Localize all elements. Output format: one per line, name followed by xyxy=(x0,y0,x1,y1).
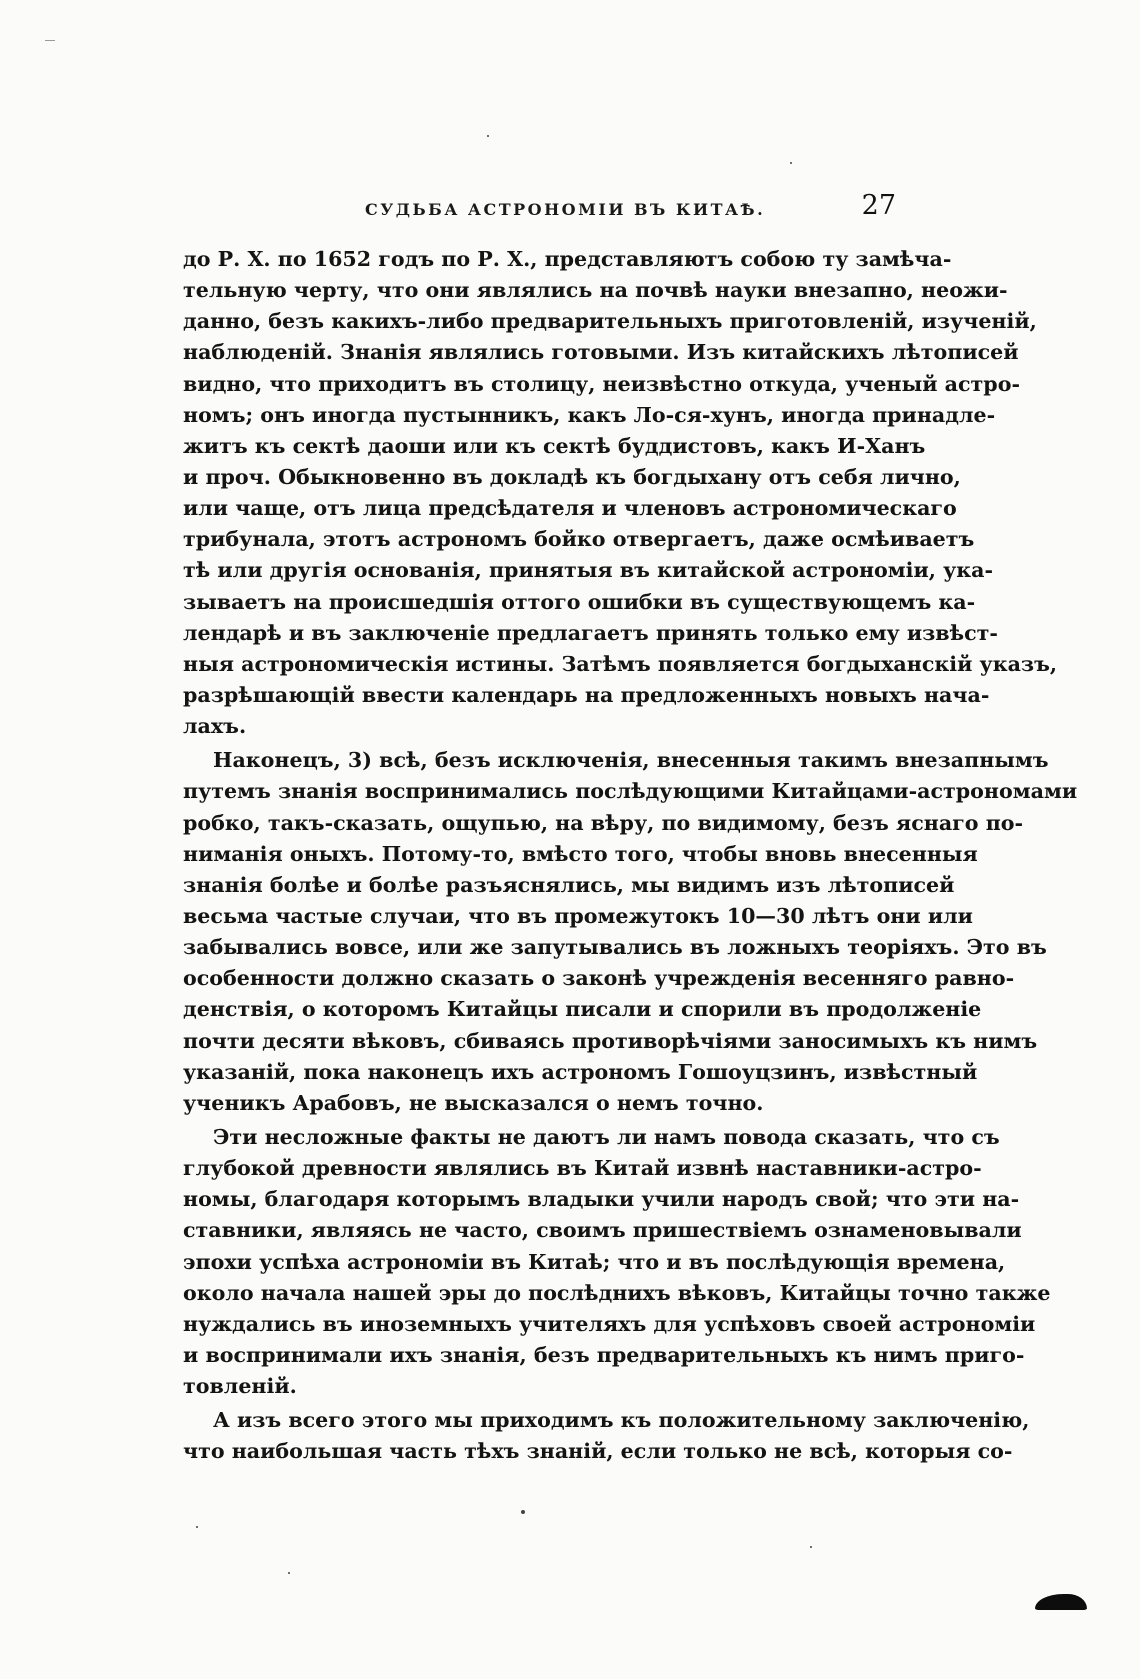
page-header xyxy=(190,188,910,228)
text-line: товленій. xyxy=(183,1374,297,1399)
scan-speck xyxy=(196,1526,198,1528)
scan-speck xyxy=(810,1546,812,1548)
text-line: или чаще, отъ лица предсѣдателя и членовъ астрономическаго xyxy=(183,496,957,521)
text-line: и проч. Обыкновенно въ докладѣ къ богдыхану отъ себя лично, xyxy=(183,464,961,489)
scan-speck xyxy=(487,135,489,137)
text-line: зываетъ на происшедшія оттого ошибки въ существующемъ ка- xyxy=(183,589,976,614)
text-line: лендарѣ и въ заключеніе предлагаетъ принять только ему извѣст- xyxy=(183,620,998,645)
text-line: путемъ знанія воспринимались послѣдующими Китайцами-астрономами xyxy=(183,779,1078,804)
running-title: СУДЬБА АСТРОНОМІИ ВЪ КИТАѢ. xyxy=(365,200,766,219)
text-line: тельную черту, что они являлись на почвѣ науки внезапно, неожи- xyxy=(183,278,1008,303)
text-line: житъ къ сектѣ даоши или къ сектѣ буддистовъ, какъ И-Ханъ xyxy=(183,433,926,458)
text-line: до Р. Х. по 1652 годъ по Р. Х., представляютъ собою ту замѣча- xyxy=(183,247,952,271)
text-line: Наконецъ, 3) всѣ, безъ исключенія, внесенныя такимъ внезапнымъ xyxy=(213,748,1049,773)
scan-speck xyxy=(288,1572,290,1574)
text-line: ныя астрономическія истины. Затѣмъ появляется богдыханскій указъ, xyxy=(183,651,1058,676)
text-line: что наибольшая часть тѣхъ знаній, если только не всѣ, которыя со- xyxy=(183,1439,1013,1464)
text-line: почти десяти вѣковъ, сбиваясь противорѣчіями заносимыхъ къ нимъ xyxy=(183,1028,1038,1053)
body-text xyxy=(183,244,1078,1467)
text-line: нуждались въ иноземныхъ учителяхъ для успѣховъ своей астрономіи xyxy=(183,1311,1036,1336)
text-line: Эти несложные факты не даютъ ли намъ повода сказать, что съ xyxy=(213,1124,1000,1149)
text-line: разрѣшающій ввести календарь на предложенныхъ новыхъ нача- xyxy=(183,682,990,707)
text-line: забывались вовсе, или же запутывались въ ложныхъ теоріяхъ. Это въ xyxy=(183,935,1047,960)
text-line: эпохи успѣха астрономіи въ Китаѣ; что и въ послѣдующія времена, xyxy=(183,1249,1006,1274)
text-line: и воспринимали ихъ знанія, безъ предварительныхъ къ нимъ приго- xyxy=(183,1342,1025,1367)
text-line: номъ; онъ иногда пустынникъ, какъ Ло-ся-хунъ, иногда принадле- xyxy=(183,402,996,427)
text-line: трибунала, этотъ астрономъ бойко отвергаетъ, даже осмѣиваетъ xyxy=(183,527,975,552)
text-line: глубокой древности являлись въ Китай извнѣ наставники-астро- xyxy=(183,1156,982,1181)
text-line: весьма частые случаи, что въ промежутокъ 10—30 лѣтъ они или xyxy=(183,903,973,928)
text-line: тѣ или другія основанія, принятыя въ китайской астрономіи, ука- xyxy=(183,558,994,583)
ink-blot xyxy=(1035,1594,1087,1610)
page-number: 27 xyxy=(861,190,896,221)
text-line: особенности должно сказать о законѣ учрежденія весенняго равно- xyxy=(183,966,1015,991)
scan-speck xyxy=(790,162,792,164)
scan-margin-mark xyxy=(45,40,55,41)
text-line: А изъ всего этого мы приходимъ къ положительному заключенію, xyxy=(213,1408,1030,1433)
text-line: ставники, являясь не часто, своимъ пришествіемъ ознаменовывали xyxy=(183,1218,1022,1243)
text-line: данно, безъ какихъ-либо предварительныхъ приготовленій, изученій, xyxy=(183,309,1037,334)
text-line: указаній, пока наконецъ ихъ астрономъ Гошоуцзинъ, извѣстный xyxy=(183,1059,978,1084)
text-line: робко, такъ-сказать, ощупью, на вѣру, по видимому, безъ яснаго по- xyxy=(183,810,1024,835)
text-line: денствія, о которомъ Китайцы писали и спорили въ продолженіе xyxy=(183,997,982,1022)
text-line: видно, что приходитъ въ столицу, неизвѣстно откуда, ученый астро- xyxy=(183,371,1020,396)
text-line: ученикъ Арабовъ, не высказался о немъ точно. xyxy=(183,1090,764,1115)
text-line: лахъ. xyxy=(183,714,247,739)
scan-speck xyxy=(521,1510,525,1514)
text-line: номы, благодаря которымъ владыки учили народъ свой; что эти на- xyxy=(183,1187,1020,1212)
text-line: около начала нашей эры до послѣднихъ вѣковъ, Китайцы точно также xyxy=(183,1280,1051,1305)
text-line: наблюденій. Знанія являлись готовыми. Изъ китайскихъ лѣтописей xyxy=(183,340,1019,365)
text-line: ниманія оныхъ. Потому-то, вмѣсто того, чтобы вновь внесенныя xyxy=(183,841,978,866)
text-line: знанія болѣе и болѣе разъяснялись, мы видимъ изъ лѣтописей xyxy=(183,872,955,897)
